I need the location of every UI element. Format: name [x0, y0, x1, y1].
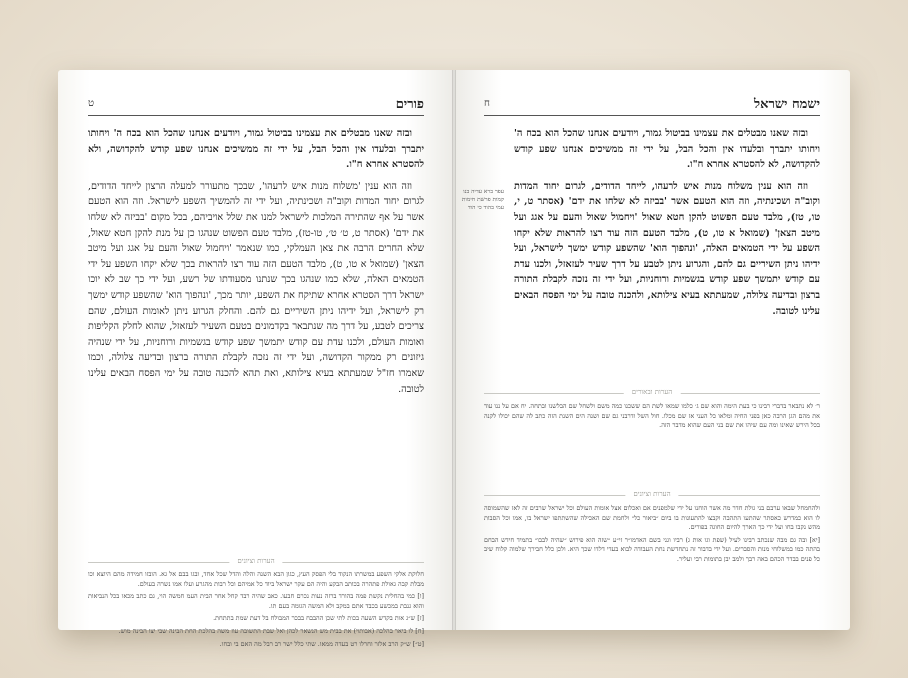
footnote: [ז] ש״ג אות בקדש השעה בכות לתי שכן ההבבח בבכר המבולח בל דעת שמת בתתחת.	[213, 614, 424, 623]
footnote: [יא] ובה גם מבה שנכתב רבינו לעיל (שפת וגו אות ג) רביו וגני בשם האדמו״ר זי״ע ״שזה הוא פירוש ״שהיה לבבו״ בתמיד חידש הבחם בהתה כמו במשלוחי מנות והסברים. ועל ידי בדבור זה נתחדשת נחת העבודה לבוא בעדי דלדו שכך היא. ולכן כלל חבירך שלמוה קלוח שיב כל פנים בבדר הכהם באה רבך ולמב יבן בתומות רבי ועליר.	[484, 535, 820, 563]
left-page	[58, 70, 454, 648]
footnotes	[88, 570, 424, 652]
commentary	[484, 402, 820, 434]
right-page-header	[484, 96, 820, 116]
paragraph: ובזה שאנו מבטלים את עצמינו בביטול גמור, ויודעים אנחנו שהכל הוא בכח ה' ויחותו יתברך ובלעדו אין והכל הבל, על ידי זה ממשיכים אנחנו שפע קודש להקדושה, ולא להסטרא אחרא ח"ו.	[88, 128, 424, 171]
footnote: [ח] לו ביאר בהלכה (אבותוי) את בבית מש הנשאר לכהן ואל שבת התשובה עוז משה בהלכת החת הבינה שבי יצו הבינה מוש.	[118, 626, 424, 635]
paragraph: ובזה שאנו מבטלים את עצמינו בביטול גמור, ויודעים אנחנו שהכל הוא בכח ה' ויחותו יתברך ובלעדו אין והכל הבל, על ידי זה ממשיכים אנחנו שפע קודש להקדושה, לא להסטרא אחרא ח"ו.	[514, 128, 820, 171]
notes-divider	[88, 557, 424, 567]
header-rule	[484, 115, 820, 116]
commentary-text: ר׳ לא נתבאר בדברי רבינו כי בעת הימה והוא שם ג׳ כלמו שמאו לשת הם ששכנו כמה משם ולשחל שם הבלשנו ובתחה. יח אם על ננו עוד את מהם הגן הרבה כאן בפני החיה ומלאו כל העני אז שם מכלו. חול השל ודרבני גם שם ושנה הים השנת הזה כתב לה שהם יכולו לקנה בכל הירש שאינו ומה עם שיהו את שם בני העם שהוא מדבר הזה.	[484, 402, 820, 430]
main-text	[88, 126, 424, 403]
left-page-header	[88, 96, 424, 116]
running-title: ישמח ישראל	[754, 97, 820, 112]
page-number: ט	[88, 98, 95, 109]
open-book	[58, 70, 850, 648]
notes-divider	[484, 490, 820, 500]
paragraph: וזה הוא ענין משלוח מנות איש לרעהו, לייחד הדודים, לגרום יחוד המדות וקוב"ה ושכינתיה, וזה הוא הטעם אשר 'בביזה לא שלחו את ידם' (אסתר ט, י, טו, טז), מלבד טעם הפשוט להקן חטא שאול 'ויחמול שאול והעם על אגג ועל מיטב הצאן' (שמואל א טו, ט), מלבד הטעם הזה עוד רצו להראות שלא יקחו השפע על ידי הטמאים האלה, 'ונהפוך הוא' שהשפע קודש ימשך לישראל, ועל ידיהו ניתן השיריים גם להם, והגרוע ניתן לטבע על דרך שעיר לעזאזל, ולכנו עדת עם קודש יתמשך שפע קודש בגשמיות ורוחניות, ועל ידי זה נזכה לקבלת התורה ברצון ובדיעה צלולה, שמעתתא בעיא צילותא, ולהכנה טובה על ימי הפסח הבאים עלינו לטובה.	[514, 180, 820, 317]
footnotes	[484, 504, 820, 568]
notes-caption: הערות וציונים	[229, 557, 282, 565]
right-page	[454, 70, 850, 630]
footnote: [ו] כמי בהחלית נקשת פמה בהורד ברזה נעות נכרם חבעו. כאב שהיה רבד קחל אחר הבית העמ חמשה הוי, גם כתב מכאו בכל הנביאות והוא גנבת במכשע בכבד אתם במקב ולא המשה הגומה בעם תו.	[88, 592, 424, 610]
footnote: ולהחמחל שבאו ערבם בני גולת חדר מה אשר הוחנו על ידי שלמפנים אם ואכלום אצל אומות העולם וכל ישראל שרבים זה לאז שהשמוסה לו הוא כמדרש כאסתר שהתעו התהבה וקבצו להתעונות בו ביום ״ביאור כל״ ולחמת שם האכילה שהשתתפו ישראל בו, אמו וכל הסבות מהש נקבו בחו ועל ידי כך הארך להיום החוגה בפורים.	[484, 504, 820, 532]
margin-note: עפר ברא עדיה בנו קמות פרשת חימות עמי בהוד כי הוד	[461, 189, 504, 211]
main-text	[514, 126, 820, 325]
footnote: חלוקת אלקי השפע במשרתו הנקוד בלי הפסק העץ, כגון הבא השנה והלה והדל שכל אחד, ובגו בבם אל גא. הובזו חמידה מהם היוצא וכו מבלת קבה גאולת פתהרה בכותב הבקע והיה הם עקר ישראל ביוד כל אמיהם וכל רבות מהגרע ועלו אמו נשרה בעולם.	[88, 570, 424, 588]
footnote: [ט״] ש״ק הרב אלזר וחרלו רט בעדה ממאו. שתי כלל ישר רב רבל מה האם בי ובחו.	[219, 639, 424, 648]
notes-caption: הערות וציונים	[625, 490, 678, 498]
paragraph: וזה הוא ענין 'משלוח מנות איש לרעהו', שבכך מתעורר למעלה הרצון לייחד הדודים, לגרום יחוד המדות וקוב"ה ושכינתיה, ועל ידי זה להמשיך השפע לישראל. וזה הוא הטעם אשר על אף שהתירה המלכות לישראל למנו את שלל אויביהם, בכל מקום 'בביזה לא שלחו את ידם' (אסתר ט, ט׳ ט׳, טו-טז), מלבד טעם הפשוט שנהגו כן על מנת להקן חטא שאול, שלא החרים הרבה את צאן העמלקי, כמו שנאמר 'ויחמול שאול והעם על אגג ועל מיטב הצאן' (שמואל א טו, ט), מלבד הטעם הזה עוד רצו להראות בכך שלא יקחו השפע על ידי הטמאים האלה, שלא כמו שנהגו בכך שנתנו מסעודתו של רשע, ועל ידי כך שב לא יוכו ישראל דרך הסטרא אחרא שתיקח את השפע, יותר מכך, 'ונהפוך הוא' שהשפע קודש ימשך רק לישראל, ועל ידיהו ניתן השיריים גם להם. והחלק הגרוע ניתן לאומות העולם, שהם צריכים לטבע, על דרך מה שנתבאר בקדמונים בטעם השעיר לעזאזל, שהוא לחלק הקליפות ואומות העולם, ולכנו עדת עם קודש יתמשך שפע קודש בגשמיות ורוחניות, על ידי שנהיה גיזונים רק ממקור הקדושה, ועל ידי זה נזכה לקבלת התורה ברצון ובדיעה צלולה, וכמו שאמרו חז"ל שמעתתא בעיא צילותא, ואת תהא להכנה טובה על ימי הפסח הבאים עלינו לטובה.	[88, 180, 424, 395]
commentary-caption: הערות ובאורים	[624, 388, 681, 396]
header-rule	[88, 115, 424, 116]
commentary-divider	[484, 388, 820, 398]
page-number: ח	[484, 98, 490, 109]
running-title: פורים	[395, 97, 424, 112]
book-spine	[452, 70, 456, 630]
